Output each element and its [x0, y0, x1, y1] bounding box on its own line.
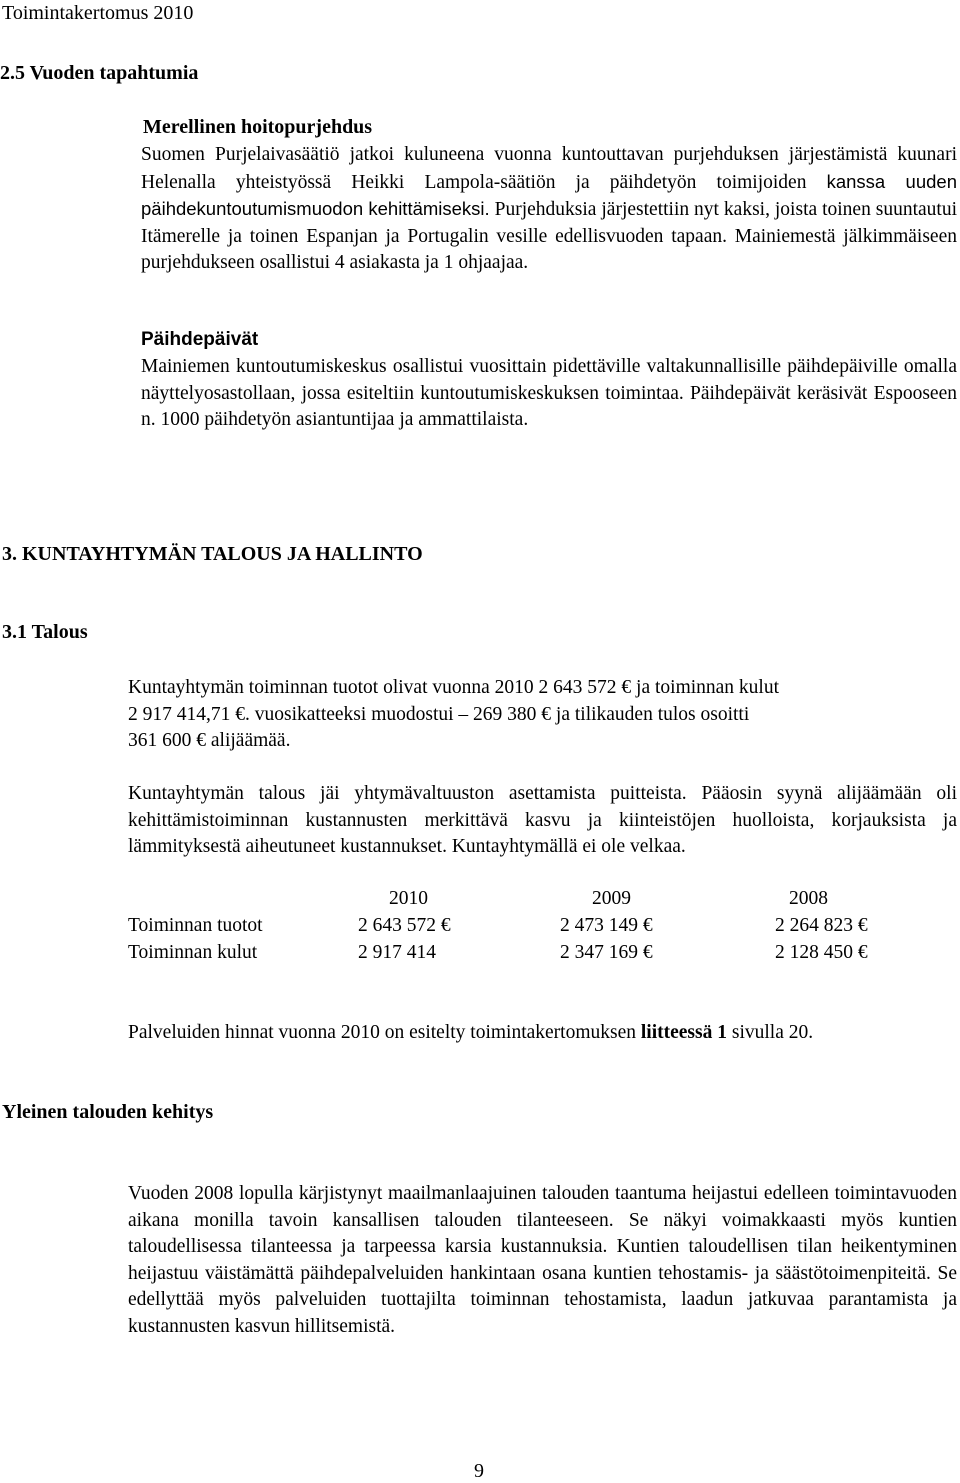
prices-note [128, 1020, 813, 1047]
table-cell: 2 917 414 [358, 942, 436, 963]
table-cell: 2 264 823 € [775, 915, 868, 936]
table-cell: 2 347 169 € [560, 942, 653, 963]
prices-note-attachment: liitteessä 1 [640, 1022, 727, 1043]
section-heading-3: 3. KUNTAYHTYMÄN TALOUS JA HALLINTO [2, 543, 423, 565]
page-number: 9 [474, 1460, 484, 1482]
prices-note-before: Palveluiden hinnat vuonna 2010 on esitelty toimintakertomuksen [128, 1022, 641, 1043]
sailing-title: Merellinen hoitopurjehdus [143, 116, 373, 138]
sailing-text-c: Purjehduksia järjestettiin nyt kaksi, joista toinen suuntautui Itämerelle ja toinen Espanjan ja Portugalin vesille edellisvuoden tapaan. Mainiemestä jälkimmäiseen purjehdukseen osallistui 4 asiakasta ja 1 ohjaajaa. [141, 199, 958, 273]
sailing-paragraph [141, 142, 957, 277]
table-cell: 2 128 450 € [775, 942, 868, 963]
section-heading-3-1: 3.1 Talous [2, 621, 88, 643]
table-row-label: Toiminnan tuotot [128, 915, 263, 936]
finance-line-2: 2 917 414,71 €. vuosikatteeksi muodostui – 269 380 € ja tilikauden tulos osoitti [128, 704, 750, 725]
economy-paragraph: Vuoden 2008 lopulla kärjistynyt maailmanlaajuinen talouden taantuma heijastui edelleen toimintavuoden aikana monilla tavoin kansallisen talouden tilanteeseen. Se näkyi voimakkaasti myös kuntien taloudellisessa tilanteessa ja tarpeessa karsia kustannuksia. Kuntien taloudellisen tilan heikentyminen heijastuu väistämättä päihdepalveluiden hankintaan osana kuntien tehostamis- ja säästötoimenpiteitä. Se edellyttää myös palveluiden tuottajilta toiminnan tehostamista, laadun jatkuvaa parantamista ja kustannusten kasvun hillitsemistä. [128, 1183, 957, 1337]
finance-line-1: Kuntayhtymän toiminnan tuotot olivat vuonna 2010 2 643 572 € ja toiminnan kulut [128, 677, 780, 698]
prices-note-after: sivulla 20. [726, 1022, 814, 1043]
finance-paragraph-2: Kuntayhtymän talous jäi yhtymävaltuuston asettamista puitteista. Pääosin syynä alijäämään oli kehittämistoiminnan kustannusten merkittävä kasvu ja kiinteistöjen huolloista, korjauksista ja lämmityksestä aiheutuneet kustannukset. Kuntayhtymällä ei ole velkaa. [128, 783, 957, 857]
section-heading-2-5: 2.5 Vuoden tapahtumia [0, 62, 199, 84]
table-row-label: Toiminnan kulut [128, 942, 258, 963]
drug-days-paragraph: Mainiemen kuntoutumiskeskus osallistui vuosittain pidettäville valtakunnallisille päihdepäiville omalla näyttelyosastollaan, jossa esiteltiin kuntoutumiskeskuksen toimintaa. Päihdepäivät keräsivät Espooseen n. 1000 päihdetyön asiantuntijaa ja ammattilaista. [141, 356, 957, 430]
finance-line-3: 361 600 € alijäämää. [128, 730, 291, 751]
table-year-2010: 2010 [389, 888, 428, 909]
sailing-text-b: kanssa uuden päihdekuntoutumismuodon kehittämiseksi. [141, 170, 957, 219]
economy-heading: Yleinen talouden kehitys [2, 1101, 214, 1123]
drug-days-title: Päihdepäivät [141, 329, 259, 350]
running-header: Toimintakertomus 2010 [2, 2, 194, 24]
table-cell: 2 473 149 € [560, 915, 653, 936]
table-cell: 2 643 572 € [358, 915, 451, 936]
table-year-2008: 2008 [789, 888, 828, 909]
sailing-text-a: Suomen Purjelaivasäätiö jatkoi kuluneena vuonna kuntouttavan purjehduksen järjestämistä kuunari Helenalla yhteistyössä Heikki Lampola-säätiön ja päihdetyön toimijoiden [141, 144, 957, 193]
table-year-2009: 2009 [592, 888, 631, 909]
